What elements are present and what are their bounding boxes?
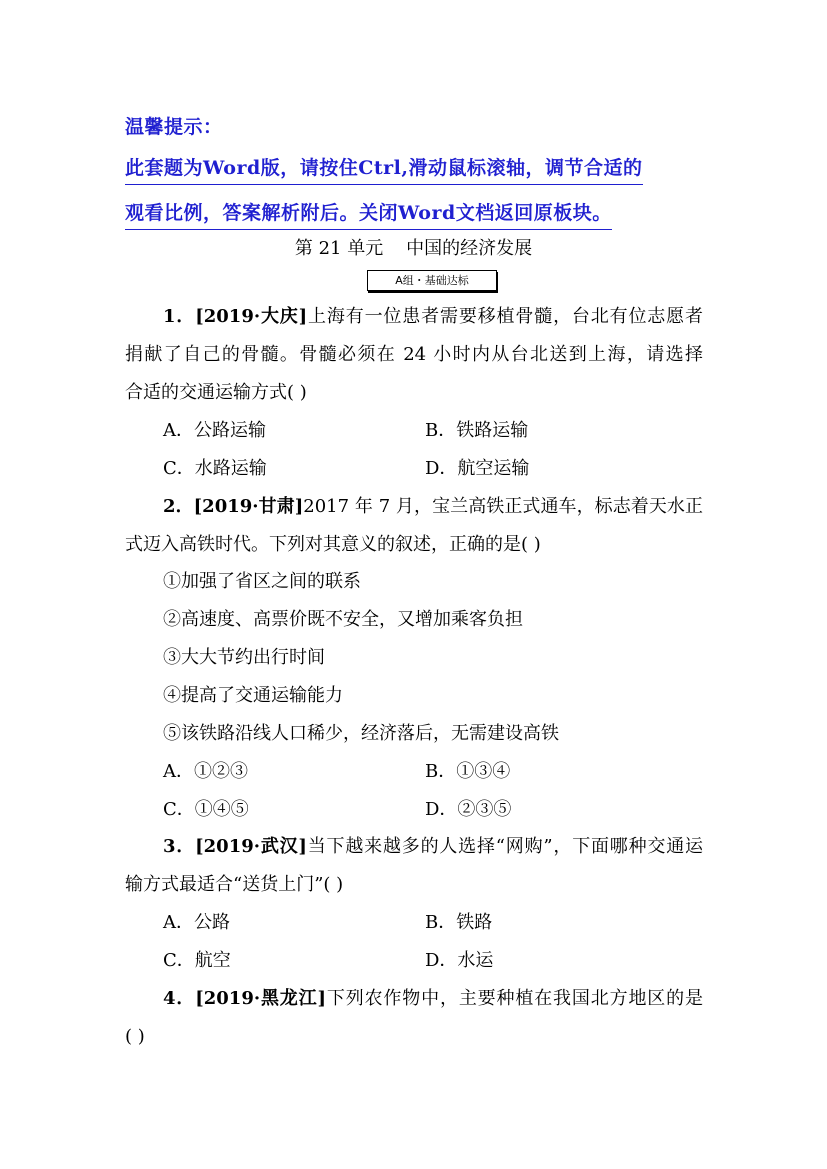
question-1-source: [2019·大庆]: [195, 306, 308, 327]
question-1-line-1: [163, 305, 703, 329]
question-2-statement-1: ①加强了省区之间的联系: [163, 571, 361, 592]
question-2-line-1: [163, 495, 703, 519]
question-3-option-c[interactable]: C．航空: [163, 950, 231, 971]
question-2-statement-4: ④提高了交通运输能力: [163, 685, 343, 706]
question-2-number: 2．: [163, 496, 194, 517]
question-1-line-2: 捐献了自己的骨髓。骨髓必须在 24 小时内从台北送到上海，请选择: [125, 344, 703, 365]
question-2-option-a[interactable]: A．①②③: [163, 761, 248, 782]
question-2-option-d[interactable]: D．②③⑤: [425, 799, 512, 820]
question-2-statement-3: ③大大节约出行时间: [163, 647, 325, 668]
question-2-source: [2019·甘肃]: [193, 496, 304, 517]
question-3-text-1: 当下越来越多的人选择“网购”，下面哪种交通运: [306, 836, 704, 857]
warm-notice-line-1: 此套题为Word版，请按住Ctrl,滑动鼠标滚轴，调节合适的: [125, 153, 643, 185]
question-1-option-d[interactable]: D．航空运输: [425, 458, 530, 479]
question-1-line-3: 合适的交通运输方式( ): [125, 382, 307, 403]
question-4-number: 4．: [163, 988, 196, 1009]
question-3-option-b[interactable]: B．铁路: [425, 912, 493, 933]
question-3-number: 3．: [163, 836, 196, 857]
warm-notice-line-2: 观看比例，答案解析附后。关闭Word文档返回原板块。: [125, 198, 612, 230]
group-label-badge: A组・基础达标: [367, 270, 497, 291]
question-2-statement-5: ⑤该铁路沿线人口稀少，经济落后，无需建设高铁: [163, 723, 559, 744]
question-3-line-1: [163, 835, 703, 859]
question-2-text-1: 2017 年 7 月，宝兰高铁正式通车，标志着天水正: [303, 496, 703, 517]
question-3-line-2: 输方式最适合“送货上门”( ): [125, 874, 344, 895]
question-4-source: [2019·黑龙江]: [195, 988, 327, 1009]
question-2-line-2: 式迈入高铁时代。下列对其意义的叙述，正确的是( ): [125, 534, 541, 555]
warm-notice-title: 温馨提示：: [125, 116, 223, 138]
unit-title: 第 21 单元 中国的经济发展: [294, 238, 533, 259]
question-2-option-c[interactable]: C．①④⑤: [163, 799, 249, 820]
question-1-option-b[interactable]: B．铁路运输: [425, 420, 529, 441]
question-1-number: 1．: [163, 306, 196, 327]
question-2-option-b[interactable]: B．①③④: [425, 761, 511, 782]
question-4-line-2: ( ): [125, 1026, 145, 1047]
question-3-option-d[interactable]: D．水运: [425, 950, 494, 971]
question-3-source: [2019·武汉]: [195, 836, 307, 857]
question-1-option-c[interactable]: C．水路运输: [163, 458, 267, 479]
question-2-statement-2: ②高速度、高票价既不安全，又增加乘客负担: [163, 609, 523, 630]
question-1-text-1: 上海有一位患者需要移植骨髓，台北有位志愿者: [307, 306, 704, 327]
question-1-option-a[interactable]: A．公路运输: [163, 420, 266, 441]
question-4-text-1: 下列农作物中，主要种植在我国北方地区的是: [326, 988, 704, 1009]
question-4-line-1: [163, 987, 703, 1011]
question-3-option-a[interactable]: A．公路: [163, 912, 230, 933]
